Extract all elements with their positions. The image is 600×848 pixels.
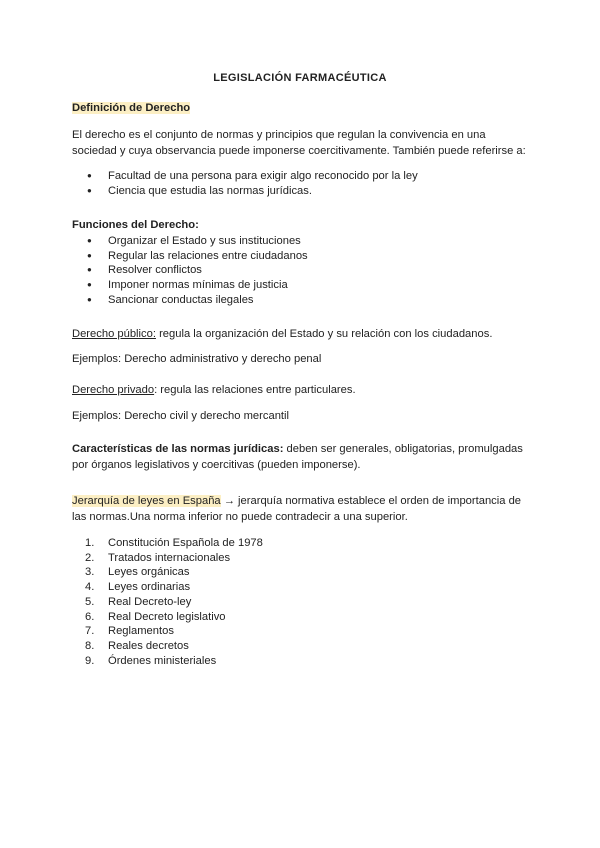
list-item: 4. Leyes ordinarias [85, 581, 191, 594]
private-law-text: : regula las relaciones entre particulares. [154, 384, 356, 396]
list-item: 3. Leyes orgánicas [85, 566, 190, 579]
hierarchy-list [72, 536, 532, 668]
functions-heading: Funciones del Derecho: [72, 219, 199, 231]
public-law-label: Derecho público: [72, 328, 156, 340]
public-law-text: regula la organización del Estado y su relación con los ciudadanos. [155, 328, 493, 340]
list-item: ● Ciencia que estudia las normas jurídicas. [72, 184, 532, 199]
characteristics-label: Características de las normas jurídicas: [72, 443, 284, 455]
list-item: ● Resolver conflictos [72, 263, 532, 278]
list-item: 5. Real Decreto-ley [85, 595, 192, 608]
definition-text: El derecho es el conjunto de normas y principios que regulan la convivencia en una sociedad y cuya observancia puede imponerse coercitivamente. También puede referirse a: [72, 129, 526, 157]
list-item: 8. Reales decretos [85, 639, 189, 652]
private-law-paragraph [72, 382, 532, 398]
definition-heading [72, 100, 532, 116]
public-law-paragraph [72, 326, 532, 342]
private-law-label: Derecho privado [72, 384, 155, 396]
list-item: 7. Reglamentos [85, 625, 174, 638]
functions-list [72, 234, 532, 308]
definition-heading-text: Definición de Derecho [72, 102, 191, 114]
list-item: 6. Real Decreto legislativo [85, 610, 226, 623]
list-item: 1. Constitución Española de 1978 [85, 537, 263, 549]
list-item: ● Regular las relaciones entre ciudadanos [72, 249, 532, 264]
definition-list [72, 169, 532, 198]
characteristics-text: deben ser generales, obligatorias, promulgadas por órganos legislativos y coercitivas (pueden imponerse). [72, 443, 523, 471]
list-item: ● Imponer normas mínimas de justicia [72, 278, 532, 293]
private-law-examples: Ejemplos: Derecho civil y derecho mercantil [72, 410, 289, 422]
public-law-examples: Ejemplos: Derecho administrativo y derecho penal [72, 353, 322, 365]
list-item: 9. Órdenes ministeriales [85, 654, 217, 667]
list-item: 2. Tratados internacionales [85, 551, 231, 564]
page-title: LEGISLACIÓN FARMACÉUTICA [213, 72, 387, 84]
characteristics-paragraph [72, 441, 532, 473]
list-item: ● Facultad de una persona para exigir algo reconocido por la ley [72, 169, 532, 184]
hierarchy-text: → jerarquía normativa establece el orden de importancia de las normas.Una norma inferior no puede contradecir a una superior. [72, 495, 522, 523]
hierarchy-label: Jerarquía de leyes en España [72, 495, 221, 507]
hierarchy-paragraph [72, 493, 532, 525]
list-item: ● Organizar el Estado y sus instituciones [72, 234, 532, 249]
list-item: ● Sancionar conductas ilegales [72, 293, 532, 308]
